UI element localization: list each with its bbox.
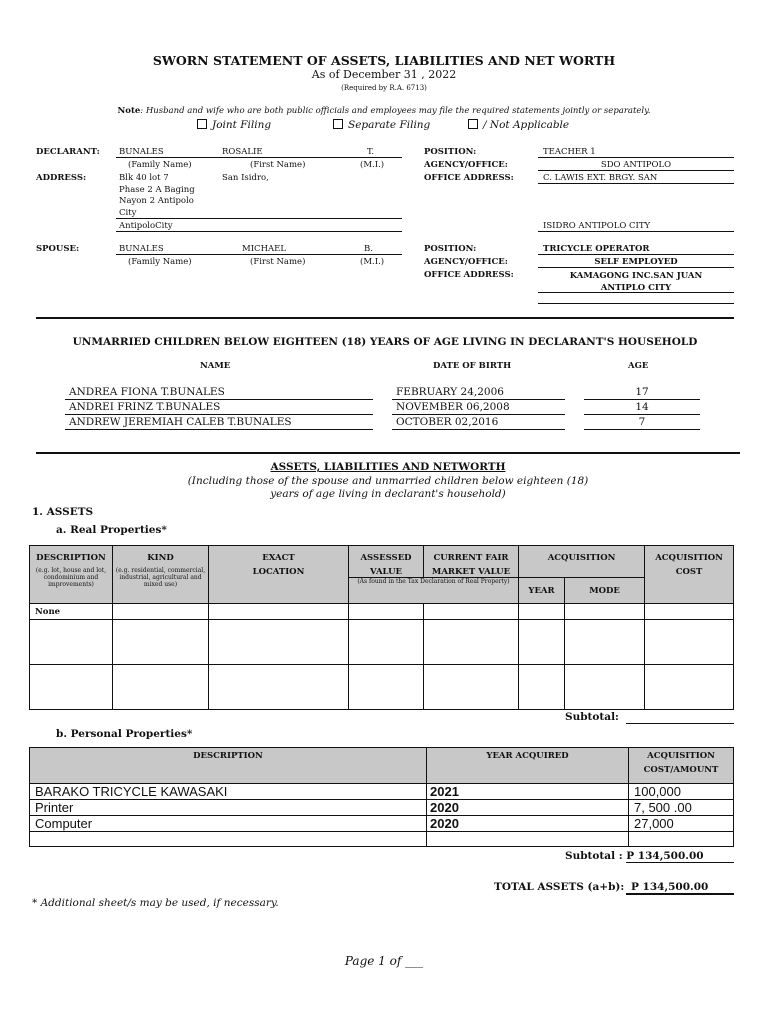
table-cell: 2020 [427, 800, 629, 816]
col-description: DESCRIPTION [193, 751, 263, 761]
child-dob: FEBRUARY 24,2006 [396, 386, 504, 398]
table-cell [209, 620, 349, 665]
real-subtotal-label: Subtotal: [565, 711, 619, 723]
table-cell [519, 620, 565, 665]
table-cell [519, 665, 565, 710]
child-name: ANDREW JEREMIAH CALEB T.BUNALES [69, 416, 292, 428]
separate-filing-label: Separate Filing [348, 119, 431, 131]
table-cell: Printer [30, 800, 427, 816]
col-assessed: ASSESSED [360, 553, 412, 563]
declarant-address [119, 173, 195, 219]
checkbox-icon [468, 119, 478, 129]
col-cost: ACQUISITION [655, 553, 723, 563]
table-row [30, 800, 734, 816]
declarant-label: DECLARANT: [36, 147, 100, 157]
table-cell [30, 620, 113, 665]
table-cell [565, 665, 645, 710]
family-name-caption: (Family Name) [128, 160, 192, 170]
col-header [30, 546, 113, 604]
col-dob: DATE OF BIRTH [433, 361, 512, 371]
col-fair: CURRENT FAIR [433, 553, 509, 563]
col-header [519, 546, 645, 578]
table-cell [349, 620, 424, 665]
address-line: Phase 2 A Baging [119, 184, 195, 195]
checkbox-icon [333, 119, 343, 129]
personal-properties-heading: b. Personal Properties* [56, 728, 193, 740]
table-cell [519, 604, 565, 620]
col-cost: COST/AMOUNT [643, 765, 719, 775]
col-description: DESCRIPTION [36, 553, 106, 563]
table-row [30, 832, 734, 847]
child-age: 7 [638, 416, 646, 428]
declarant-office-address-2: ISIDRO ANTIPOLO CITY [543, 221, 651, 231]
table-cell [565, 604, 645, 620]
spouse-label: SPOUSE: [36, 244, 80, 254]
declarant-office-address: C. LAWIS EXT. BRGY. SAN [543, 173, 658, 183]
col-header [113, 546, 209, 604]
real-properties-table [29, 545, 734, 710]
position-label: POSITION: [424, 244, 477, 254]
first-name-caption: (First Name) [250, 257, 306, 267]
mi-caption: (M.I.) [360, 160, 385, 170]
table-cell [209, 665, 349, 710]
required-by: (Required by R.A. 6713) [341, 84, 427, 92]
alnw-subtitle: years of age living in declarant's household) [270, 488, 506, 500]
personal-properties-table [29, 747, 734, 847]
personal-subtotal: Subtotal : P 134,500.00 [565, 850, 704, 862]
col-header [349, 546, 424, 578]
col-location: LOCATION [252, 567, 305, 577]
table-row [30, 784, 734, 800]
table-cell [427, 832, 629, 847]
declarant-position: TEACHER 1 [543, 147, 596, 157]
table-cell [349, 604, 424, 620]
col-header [629, 748, 734, 784]
note-label: Note [117, 106, 141, 116]
table-cell [424, 665, 519, 710]
alnw-subtitle: (Including those of the spouse and unmarried children below eighteen (18) [187, 475, 589, 487]
family-name-caption: (Family Name) [128, 257, 192, 267]
child-age: 14 [635, 401, 649, 413]
address-line: ANTIPLO CITY [600, 283, 672, 293]
table-cell: None [30, 604, 113, 620]
additional-sheet-note: * Additional sheet/s may be used, if necessary. [32, 897, 279, 909]
mi-caption: (M.I.) [360, 257, 385, 267]
col-year: YEAR ACQUIRED [486, 751, 569, 761]
first-name-caption: (First Name) [250, 160, 306, 170]
address-line: Blk 40 lot 7 [119, 173, 169, 183]
table-cell [629, 832, 734, 847]
declarant-first-name: ROSALIE [222, 147, 263, 157]
col-header [30, 748, 427, 784]
alnw-heading: ASSETS, LIABILITIES AND NETWORTH [270, 461, 506, 473]
total-assets-value: P 134,500.00 [631, 881, 709, 893]
spouse-office-address [538, 270, 734, 294]
table-cell [113, 620, 209, 665]
total-assets-label: TOTAL ASSETS (a+b): [494, 881, 625, 893]
table-cell [645, 665, 734, 710]
col-year: YEAR [519, 578, 565, 604]
table-cell: 100,000 [629, 784, 734, 800]
child-dob: NOVEMBER 06,2008 [396, 401, 510, 413]
note-text: : Husband and wife who are both public officials and employees may file the required statements jointly or separately. [140, 106, 651, 116]
checkbox-icon [197, 119, 207, 129]
agency-label: AGENCY/OFFICE: [424, 160, 508, 170]
spouse-family-name: BUNALES [119, 244, 164, 254]
spouse-position: TRICYCLE OPERATOR [543, 244, 650, 254]
position-label: POSITION: [424, 147, 477, 157]
table-cell: 2021 [427, 784, 629, 800]
col-age: AGE [628, 361, 649, 371]
col-cost: ACQUISITION [647, 751, 715, 761]
child-age: 17 [635, 386, 649, 398]
declarant-agency: SDO ANTIPOLO [600, 160, 672, 170]
children-heading: UNMARRIED CHILDREN BELOW EIGHTEEN (18) YEARS OF AGE LIVING IN DECLARANT'S HOUSEHOLD [72, 336, 698, 348]
agency-label: AGENCY/OFFICE: [424, 257, 508, 267]
col-location: EXACT [262, 553, 295, 563]
table-cell [349, 665, 424, 710]
child-name: ANDREI FRINZ T.BUNALES [69, 401, 221, 413]
spouse-mi: B. [364, 244, 373, 254]
address-line: Nayon 2 Antipolo [119, 196, 194, 206]
table-cell [424, 604, 519, 620]
table-cell: BARAKO TRICYCLE KAWASAKI [30, 784, 427, 800]
col-header [424, 546, 519, 578]
table-cell: 27,000 [629, 816, 734, 832]
col-kind: KIND [147, 553, 174, 563]
joint-filing-checkbox[interactable] [197, 119, 271, 131]
col-note: (As found in the Tax Declaration of Real Property) [349, 578, 519, 604]
declarant-mi: T. [367, 147, 375, 157]
child-name: ANDREA FIONA T.BUNALES [69, 386, 225, 398]
col-mode: MODE [565, 578, 645, 604]
col-note: (e.g. residential, commercial, industrial, agricultural and mixed use) [115, 567, 206, 588]
address-barangay: San Isidro, [222, 173, 269, 183]
table-cell [209, 604, 349, 620]
office-address-label: OFFICE ADDRESS: [424, 270, 514, 280]
table-cell: Computer [30, 816, 427, 832]
col-cost: COST [675, 567, 703, 577]
assets-heading: 1. ASSETS [32, 506, 94, 518]
child-dob: OCTOBER 02,2016 [396, 416, 499, 428]
not-applicable-label: / Not Applicable [483, 119, 570, 131]
table-cell [645, 620, 734, 665]
address-label: ADDRESS: [36, 173, 87, 183]
spouse-first-name: MICHAEL [242, 244, 286, 254]
table-cell [424, 620, 519, 665]
address-line: KAMAGONG INC.SAN JUAN [569, 271, 703, 281]
office-address-label: OFFICE ADDRESS: [424, 173, 514, 183]
as-of-date: As of December 31 , 2022 [311, 68, 457, 81]
address-line: City [119, 207, 137, 218]
table-cell [30, 665, 113, 710]
table-cell [30, 832, 427, 847]
table-row [30, 816, 734, 832]
col-note: (e.g. lot, house and lot, condominium and improvements) [35, 567, 107, 588]
table-cell [113, 665, 209, 710]
col-name: NAME [200, 361, 231, 371]
declarant-family-name: BUNALES [119, 147, 164, 157]
table-cell [113, 604, 209, 620]
col-header [209, 546, 349, 604]
spouse-agency: SELF EMPLOYED [594, 257, 678, 267]
table-cell [645, 604, 734, 620]
note [0, 106, 768, 116]
table-cell: 7, 500 .00 [629, 800, 734, 816]
page-number: Page 1 of ___ [344, 954, 424, 968]
col-header [645, 546, 734, 604]
page-title: SWORN STATEMENT OF ASSETS, LIABILITIES AND NET WORTH [152, 53, 616, 68]
col-acquisition: ACQUISITION [547, 553, 616, 563]
col-assessed: VALUE [370, 567, 402, 577]
not-applicable-checkbox[interactable] [468, 119, 569, 131]
separate-filing-checkbox[interactable] [333, 119, 430, 131]
table-cell: 2020 [427, 816, 629, 832]
col-header [427, 748, 629, 784]
joint-filing-label: Joint Filing [212, 119, 272, 131]
table-cell [565, 620, 645, 665]
real-properties-heading: a. Real Properties* [56, 524, 167, 536]
col-fair: MARKET VALUE [431, 567, 511, 577]
address-city: AntipoloCity [119, 221, 173, 231]
